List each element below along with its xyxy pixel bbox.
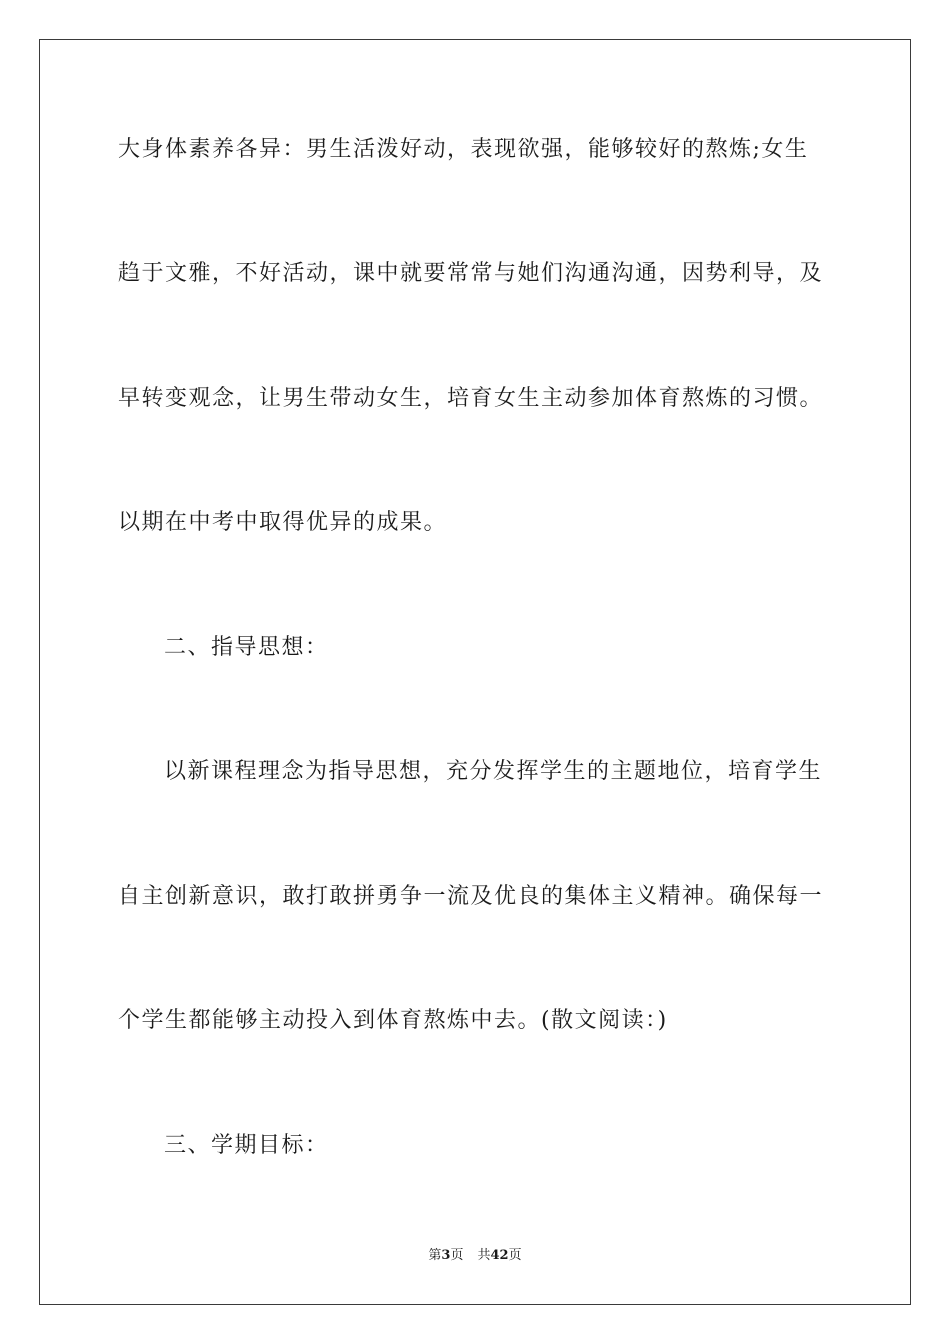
page-prefix: 第 [428,1248,442,1263]
body-line-7: 自主创新意识，敢打敢拼勇争一流及优良的集体主义精神。确保每一 [118,884,824,909]
total-page-count: 42 [490,1248,509,1263]
body-line-3: 早转变观念，让男生带动女生，培育女生主动参加体育熬炼的习惯。 [118,386,824,411]
page-border [39,39,911,1305]
section-heading-semester-goals: 三、学期目标： [164,1133,329,1158]
current-page-number: 3 [441,1248,451,1263]
page-suffix: 页 [450,1248,464,1263]
body-line-1: 大身体素养各异：男生活泼好动，表现欲强，能够较好的熬炼;女生 [118,137,809,162]
body-line-8: 个学生都能够主动投入到体育熬炼中去。(散文阅读：) [118,1008,668,1033]
body-line-2: 趋于文雅，不好活动，课中就要常常与她们沟通沟通，因势利导，及 [118,261,824,286]
total-prefix: 共 [477,1248,491,1263]
page-footer [0,1247,950,1265]
body-line-6: 以新课程理念为指导思想，充分发挥学生的主题地位，培育学生 [164,759,823,784]
section-heading-guiding-thought: 二、指导思想： [164,635,329,660]
total-suffix: 页 [508,1248,522,1263]
body-line-4: 以期在中考中取得优异的成果。 [118,510,448,535]
